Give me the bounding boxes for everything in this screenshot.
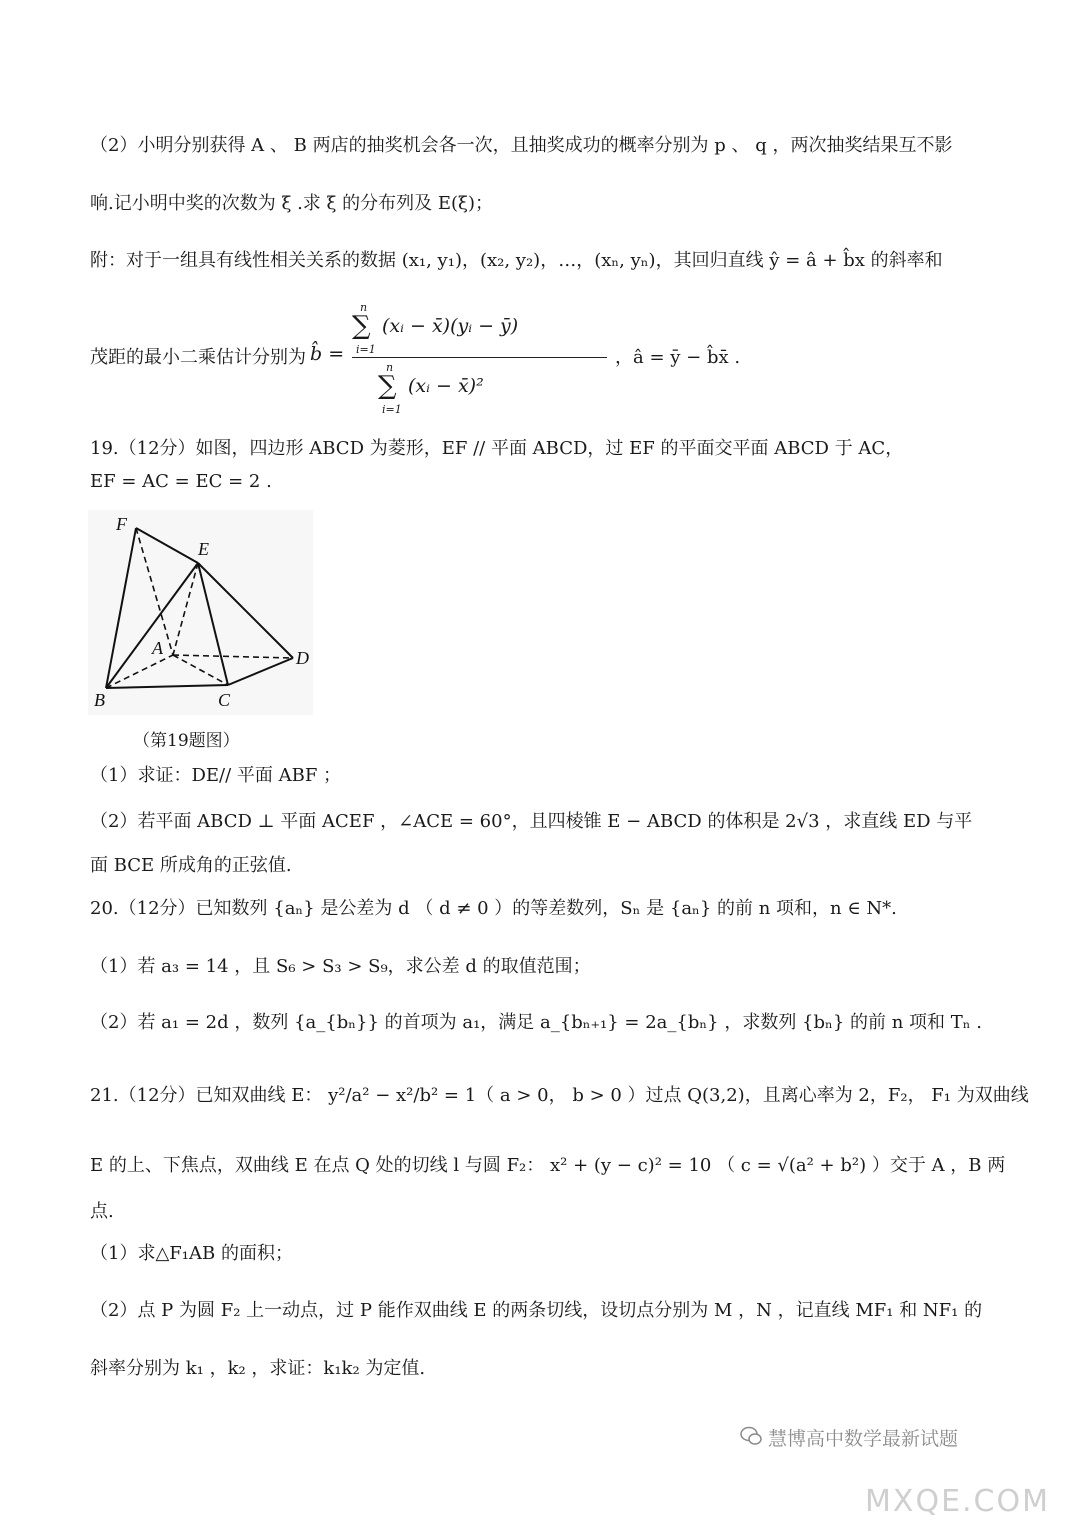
- q20-stem: 20.（12分）已知数列 {aₙ} 是公差为 d （ d ≠ 0 ）的等差数列，Sₙ 是 {aₙ} 的前 n 项和，n ∈ N*.: [90, 898, 897, 919]
- wechat-icon: [740, 1426, 762, 1446]
- formula-suffix: ，â = ȳ − b̂x̄ .: [615, 347, 741, 368]
- sum-top-lower: i=1: [356, 343, 376, 356]
- formula-prefix: 茂距的最小二乘估计分别为: [90, 347, 306, 368]
- label-A: A: [152, 638, 163, 658]
- q19-figure: [88, 510, 313, 715]
- q19-stem-b: EF = AC = EC = 2 .: [90, 471, 272, 492]
- q19-part1: （1）求证：DE// 平面 ABF ；: [90, 765, 342, 786]
- label-B: B: [94, 690, 105, 710]
- q20-part2: （2）若 a₁ = 2d ，数列 {a_{bₙ}} 的首项为 a₁，满足 a_{bₙ₊₁} = 2a_{bₙ} ，求数列 {bₙ} 的前 n 项和 Tₙ .: [90, 1012, 982, 1033]
- q19-stem-a: 19.（12分）如图，四边形 ABCD 为菱形，EF // 平面 ABCD，过 EF 的平面交平面 ABCD 于 AC，: [90, 438, 904, 459]
- sum-top-upper: n: [360, 301, 368, 314]
- sum-symbol-bottom: ∑: [378, 371, 397, 401]
- watermark-channel: 慧博高中数学最新试题: [768, 1428, 959, 1450]
- sum-symbol-top: ∑: [352, 311, 371, 341]
- q21-part2b: 斜率分别为 k₁ ，k₂ ，求证：k₁k₂ 为定值.: [90, 1358, 426, 1379]
- label-E: E: [198, 539, 209, 559]
- line-appendix: 附：对于一组具有线性相关关系的数据 (x₁, y₁)，(x₂, y₂)，…，(xₙ, yₙ)，其回归直线 ŷ = â + b̂x 的斜率和: [90, 250, 943, 271]
- sum-bottom-lower: i=1: [382, 403, 402, 416]
- figure-caption: （第19题图）: [133, 731, 240, 751]
- q19-part2b: 面 BCE 所成角的正弦值.: [90, 855, 292, 876]
- label-C: C: [218, 690, 231, 710]
- q19-part2a: （2）若平面 ABCD ⊥ 平面 ACEF ，∠ACE = 60°，且四棱锥 E − ABCD 的体积是 2√3 ，求直线 ED 与平: [90, 811, 973, 832]
- fraction-bar: [352, 357, 607, 358]
- label-D: D: [296, 648, 309, 668]
- denominator: (xᵢ − x̄)²: [408, 375, 484, 397]
- b-hat-label: b̂ =: [310, 343, 345, 365]
- numerator: (xᵢ − x̄)(yᵢ − ȳ): [382, 315, 519, 337]
- q21-stem-b: E 的上、下焦点，双曲线 E 在点 Q 处的切线 l 与圆 F₂： x² + (y − c)² = 10 （ c = √(a² + b²) ）交于 A ，B 两: [90, 1155, 1006, 1176]
- q21-part1: （1）求△F₁AB 的面积；: [90, 1243, 293, 1264]
- regression-formula: [90, 301, 790, 425]
- q20-part1: （1）若 a₃ = 14 ，且 S₆ > S₃ > S₉，求公差 d 的取值范围；: [90, 956, 591, 977]
- q21-stem-a: 21.（12分）已知双曲线 E： y²/a² − x²/b² = 1（ a > 0， b > 0 ）过点 Q(3,2)，且离心率为 2，F₂， F₁ 为双曲线: [90, 1085, 1029, 1106]
- pyramid-diagram: [88, 510, 313, 715]
- sum-bottom-upper: n: [386, 361, 394, 374]
- watermark-site: MXQE.COM: [865, 1484, 1050, 1519]
- line-q18-2a: （2）小明分别获得 A 、 B 两店的抽奖机会各一次，且抽奖成功的概率分别为 p 、 q ，两次抽奖结果互不影: [90, 135, 953, 156]
- line-q18-2b: 响.记小明中奖的次数为 ξ .求 ξ 的分布列及 E(ξ)；: [90, 193, 493, 214]
- q21-stem-c: 点.: [90, 1201, 114, 1222]
- q21-part2a: （2）点 P 为圆 F₂ 上一动点，过 P 能作双曲线 E 的两条切线，设切点分别为 M ，N ，记直线 MF₁ 和 NF₁ 的: [90, 1300, 983, 1321]
- label-F: F: [116, 514, 127, 534]
